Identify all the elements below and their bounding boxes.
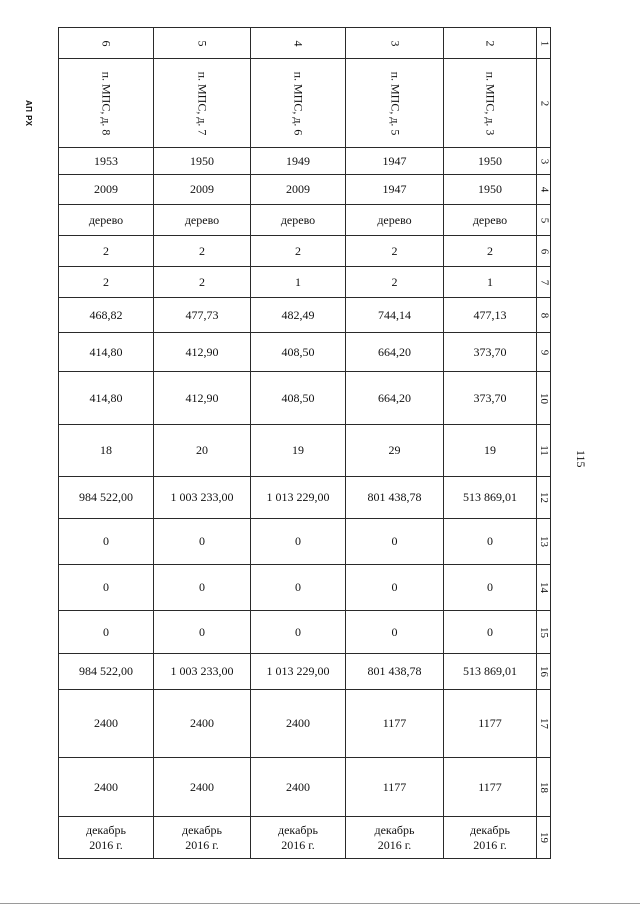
table-cell: 1950	[444, 148, 537, 175]
table-cell: 801 438,78	[346, 477, 444, 519]
table-cell: 19	[251, 425, 346, 477]
table-row	[59, 267, 551, 298]
row-number: 6	[537, 236, 551, 267]
housing-data-table	[58, 27, 551, 859]
table-cell: 1947	[346, 175, 444, 205]
table-cell: 744,14	[346, 298, 444, 333]
address-cell: п. МПС, д. 8	[59, 59, 154, 148]
table-cell: 1 013 229,00	[251, 654, 346, 690]
table-cell: 2009	[251, 175, 346, 205]
table-row	[59, 565, 551, 611]
table-cell: 477,13	[444, 298, 537, 333]
table-cell: 513 869,01	[444, 654, 537, 690]
table-cell: 2	[346, 236, 444, 267]
table-cell: 1950	[154, 148, 251, 175]
table-row	[59, 425, 551, 477]
table-cell: 412,90	[154, 372, 251, 425]
table-cell: 408,50	[251, 372, 346, 425]
column-number-cell: 2	[444, 28, 537, 59]
row-number: 17	[537, 690, 551, 758]
table-cell: 2009	[154, 175, 251, 205]
column-number-cell: 5	[154, 28, 251, 59]
table-cell: дерево	[154, 205, 251, 236]
page-number: 115	[574, 450, 588, 468]
row-number: 11	[537, 425, 551, 477]
table-row	[59, 148, 551, 175]
table-row	[59, 654, 551, 690]
row-number: 13	[537, 519, 551, 565]
table-row	[59, 298, 551, 333]
table-cell: 2009	[59, 175, 154, 205]
table-cell: 0	[444, 565, 537, 611]
table-cell: 2400	[154, 758, 251, 817]
table-row	[59, 519, 551, 565]
table-cell: 664,20	[346, 372, 444, 425]
table-cell: дерево	[346, 205, 444, 236]
table-row	[59, 175, 551, 205]
row-number: 2	[537, 59, 551, 148]
table-cell: 2400	[59, 758, 154, 817]
table-cell: 1177	[444, 690, 537, 758]
page-bottom-edge	[0, 903, 640, 904]
table-row	[59, 333, 551, 372]
table-cell: 1177	[346, 758, 444, 817]
deadline-cell: декабрь 2016 г.	[251, 817, 346, 859]
address-cell: п. МПС, д. 6	[251, 59, 346, 148]
table-cell: 1950	[444, 175, 537, 205]
table-cell: 0	[346, 519, 444, 565]
row-number: 4	[537, 175, 551, 205]
table-cell: дерево	[59, 205, 154, 236]
table-cell: 0	[59, 519, 154, 565]
table-cell: 1949	[251, 148, 346, 175]
table-cell: 0	[444, 611, 537, 654]
table-cell: 477,73	[154, 298, 251, 333]
table-cell: 468,82	[59, 298, 154, 333]
table-cell: 801 438,78	[346, 654, 444, 690]
table-cell: 0	[154, 519, 251, 565]
deadline-cell: декабрь 2016 г.	[444, 817, 537, 859]
table-cell: 482,49	[251, 298, 346, 333]
table-row	[59, 372, 551, 425]
row-number: 12	[537, 477, 551, 519]
row-number: 7	[537, 267, 551, 298]
table-cell: 0	[444, 519, 537, 565]
table-cell: 1	[251, 267, 346, 298]
table-cell: 373,70	[444, 372, 537, 425]
table-row	[59, 758, 551, 817]
table-cell: 2	[59, 267, 154, 298]
table-row	[59, 28, 551, 59]
table-cell: 412,90	[154, 333, 251, 372]
table-cell: 2	[154, 236, 251, 267]
table-cell: 2	[444, 236, 537, 267]
row-number: 16	[537, 654, 551, 690]
table-cell: 0	[251, 611, 346, 654]
table-cell: 984 522,00	[59, 654, 154, 690]
archive-stamp-note: АП РХ	[24, 100, 33, 127]
table-cell: 984 522,00	[59, 477, 154, 519]
row-number: 1	[537, 28, 551, 59]
table-cell: 29	[346, 425, 444, 477]
table-cell: 2400	[59, 690, 154, 758]
table-cell: 2	[154, 267, 251, 298]
row-number: 5	[537, 205, 551, 236]
table-cell: 19	[444, 425, 537, 477]
table-row	[59, 236, 551, 267]
row-number: 15	[537, 611, 551, 654]
deadline-cell: декабрь 2016 г.	[346, 817, 444, 859]
table-cell: 1 003 233,00	[154, 654, 251, 690]
table-row	[59, 205, 551, 236]
table-row	[59, 477, 551, 519]
table-cell: 373,70	[444, 333, 537, 372]
table-cell: 2	[251, 236, 346, 267]
address-cell: п. МПС, д. 7	[154, 59, 251, 148]
table-cell: 1	[444, 267, 537, 298]
column-number-cell: 6	[59, 28, 154, 59]
table-cell: 414,80	[59, 333, 154, 372]
table-cell: 1 013 229,00	[251, 477, 346, 519]
address-cell: п. МПС, д. 5	[346, 59, 444, 148]
table-row	[59, 690, 551, 758]
table-row	[59, 611, 551, 654]
address-cell: п. МПС, д. 3	[444, 59, 537, 148]
deadline-cell: декабрь 2016 г.	[59, 817, 154, 859]
table-row	[59, 59, 551, 148]
table-cell: 0	[154, 611, 251, 654]
deadline-cell: декабрь 2016 г.	[154, 817, 251, 859]
table-cell: 0	[346, 565, 444, 611]
table-cell: 0	[346, 611, 444, 654]
table-cell: 408,50	[251, 333, 346, 372]
table-row	[59, 817, 551, 859]
row-number: 10	[537, 372, 551, 425]
table-cell: 414,80	[59, 372, 154, 425]
table-cell: 2	[59, 236, 154, 267]
row-number: 14	[537, 565, 551, 611]
column-number-cell: 4	[251, 28, 346, 59]
table-cell: 2400	[154, 690, 251, 758]
table-cell: 0	[251, 519, 346, 565]
row-number: 18	[537, 758, 551, 817]
table-cell: 2400	[251, 690, 346, 758]
table-cell: 0	[59, 611, 154, 654]
table-cell: 513 869,01	[444, 477, 537, 519]
table-cell: дерево	[251, 205, 346, 236]
row-number: 8	[537, 298, 551, 333]
row-number: 3	[537, 148, 551, 175]
table-cell: 0	[59, 565, 154, 611]
table-cell: 664,20	[346, 333, 444, 372]
table-cell: 20	[154, 425, 251, 477]
table-cell: 1947	[346, 148, 444, 175]
table-cell: 2	[346, 267, 444, 298]
table-cell: 2400	[251, 758, 346, 817]
table-cell: 0	[154, 565, 251, 611]
table-cell: 1177	[444, 758, 537, 817]
column-number-cell: 3	[346, 28, 444, 59]
table-cell: 18	[59, 425, 154, 477]
table-cell: 1953	[59, 148, 154, 175]
table-cell: 1 003 233,00	[154, 477, 251, 519]
row-number: 19	[537, 817, 551, 859]
table-cell: 1177	[346, 690, 444, 758]
row-number: 9	[537, 333, 551, 372]
table-cell: дерево	[444, 205, 537, 236]
table-cell: 0	[251, 565, 346, 611]
